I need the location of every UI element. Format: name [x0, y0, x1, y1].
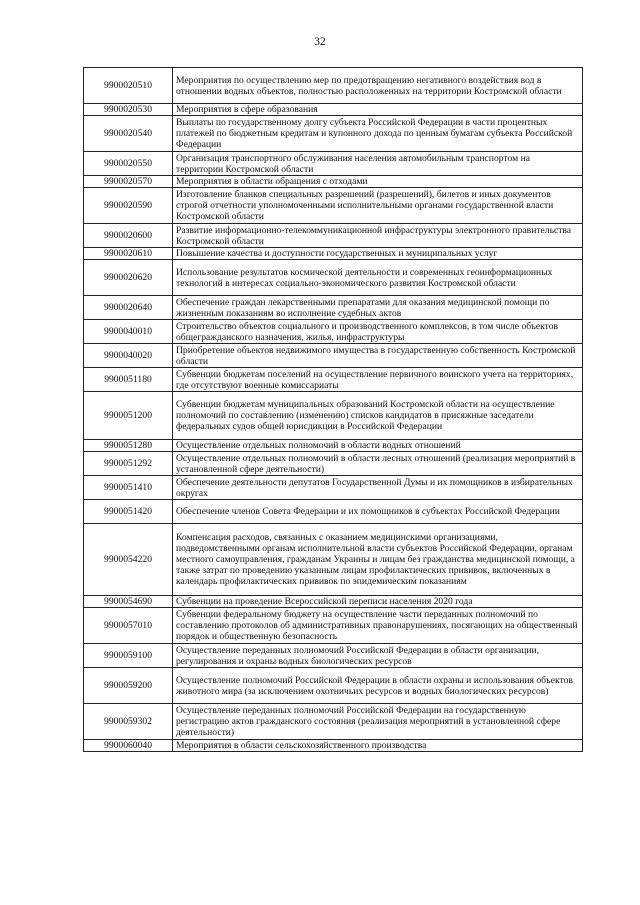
table-row [84, 740, 583, 752]
table-row [84, 320, 583, 344]
row-description: Субвенции федеральному бюджету на осуществление части переданных полномочий по составлению протоколов об административных правонарушениях, посягающих на общественный порядок и общественную безопасность [173, 608, 583, 644]
table-row [84, 452, 583, 476]
row-code: 9900059200 [84, 668, 173, 704]
row-code: 9900020640 [84, 296, 173, 320]
row-code: 9900059100 [84, 644, 173, 668]
row-code: 9900051280 [84, 440, 173, 452]
table-row [84, 224, 583, 248]
row-description: Изготовление бланков специальных разрешений (разрешений), билетов и иных документов строгой отчетности уполномоченными исполнительными органами государственной власти Костромской области [173, 188, 583, 224]
row-code: 9900054690 [84, 596, 173, 608]
table-row [84, 176, 583, 188]
row-code: 9900020610 [84, 248, 173, 260]
row-description: Выплаты по государственному долгу субъекта Российской Федерации в части процентных платежей по бюджетным кредитам и купонного дохода по ценным бумагам субъекта Российской Федерации [173, 116, 583, 152]
row-code: 9900051420 [84, 500, 173, 524]
row-description: Осуществление полномочий Российской Федерации в области охраны и использования объектов животного мира (за исключением охотничьих ресурсов и водных биологических ресурсов) [173, 668, 583, 704]
row-code: 9900051410 [84, 476, 173, 500]
row-code: 9900020620 [84, 260, 173, 296]
row-description: Обеспечение членов Совета Федерации и их помощников в субъектах Российской Федерации [173, 500, 583, 524]
table-row [84, 476, 583, 500]
row-description: Обеспечение граждан лекарственными препаратами для оказания медицинской помощи по жизненным показаниям во исполнение судебных актов [173, 296, 583, 320]
row-code: 9900051200 [84, 392, 173, 440]
row-code: 9900020600 [84, 224, 173, 248]
row-description: Мероприятия по осуществлению мер по предотвращению негативного воздействия вод в отношении водных объектов, полностью расположенных на территории Костромской области [173, 68, 583, 104]
row-code: 9900040010 [84, 320, 173, 344]
row-code: 9900059302 [84, 704, 173, 740]
table-body [84, 68, 583, 752]
row-description: Осуществление переданных полномочий Российской Федерации в области организации, регулирования и охраны водных биологических ресурсов [173, 644, 583, 668]
row-code: 9900057010 [84, 608, 173, 644]
table-row [84, 68, 583, 104]
table-row [84, 260, 583, 296]
table-row [84, 368, 583, 392]
table-row [84, 524, 583, 596]
row-description: Субвенции на проведение Всероссийской переписи населения 2020 года [173, 596, 583, 608]
row-description: Осуществление отдельных полномочий в области водных отношений [173, 440, 583, 452]
row-code: 9900020550 [84, 152, 173, 176]
row-code: 9900051180 [84, 368, 173, 392]
row-code: 9900020590 [84, 188, 173, 224]
row-description: Мероприятия в области обращения с отходами [173, 176, 583, 188]
row-description: Субвенции бюджетам муниципальных образований Костромской области на осуществление полномочий по составлению (изменению) списков кандидатов в присяжные заседатели федеральных судов общей юрисдикции в Российской Федерации [173, 392, 583, 440]
table-row [84, 344, 583, 368]
row-code: 9900040020 [84, 344, 173, 368]
table-row [84, 704, 583, 740]
table-row [84, 644, 583, 668]
row-code: 9900020540 [84, 116, 173, 152]
table-row [84, 296, 583, 320]
table-row [84, 500, 583, 524]
row-description: Компенсация расходов, связанных с оказанием медицинскими организациями, подведомственными органам исполнительной власти субъектов Российской Федерации, органам местного самоуправления, гражданам Украины и лицам без гражданства медицинской помощи, а также затрат по проведению указанным лицам профилактических прививок, включенных в календарь профилактических прививок по эпидемическим показаниям [173, 524, 583, 596]
row-description: Мероприятия в области сельскохозяйственного производства [173, 740, 583, 752]
table-row [84, 152, 583, 176]
page-number: 32 [314, 36, 326, 48]
row-description: Мероприятия в сфере образования [173, 104, 583, 116]
row-description: Обеспечение деятельности депутатов Государственной Думы и их помощников в избирательных округах [173, 476, 583, 500]
row-code: 9900020530 [84, 104, 173, 116]
table-row [84, 116, 583, 152]
row-description: Осуществление отдельных полномочий в области лесных отношений (реализация мероприятий в установленной сфере деятельности) [173, 452, 583, 476]
row-description: Строительство объектов социального и производственного комплексов, в том числе объектов общегражданского назначения, жилья, инфраструктуры [173, 320, 583, 344]
row-code: 9900051292 [84, 452, 173, 476]
table-row [84, 440, 583, 452]
row-code: 9900020510 [84, 68, 173, 104]
table-row [84, 608, 583, 644]
row-description: Осуществление переданных полномочий Российской Федерации на государственную регистрацию актов гражданского состояния (реализация мероприятий в установленной сфере деятельности) [173, 704, 583, 740]
table-row [84, 668, 583, 704]
table-row [84, 596, 583, 608]
row-code: 9900020570 [84, 176, 173, 188]
row-description: Развитие информационно-телекоммуникационной инфраструктуры электронного правительства Костромской области [173, 224, 583, 248]
table-row [84, 392, 583, 440]
table-row [84, 104, 583, 116]
row-code: 9900060040 [84, 740, 173, 752]
row-description: Использование результатов космической деятельности и современных геоинформационных технологий в интересах социально-экономического развития Костромской области [173, 260, 583, 296]
row-description: Организация транспортного обслуживания населения автомобильным транспортом на территории Костромской области [173, 152, 583, 176]
table-row [84, 248, 583, 260]
row-code: 9900054220 [84, 524, 173, 596]
table-row [84, 188, 583, 224]
row-description: Повышение качества и доступности государственных и муниципальных услуг [173, 248, 583, 260]
budget-codes-table [83, 67, 583, 752]
row-description: Субвенции бюджетам поселений на осуществление первичного воинского учета на территориях, где отсутствуют военные комиссариаты [173, 368, 583, 392]
row-description: Приобретение объектов недвижимого имущества в государственную собственность Костромской области [173, 344, 583, 368]
